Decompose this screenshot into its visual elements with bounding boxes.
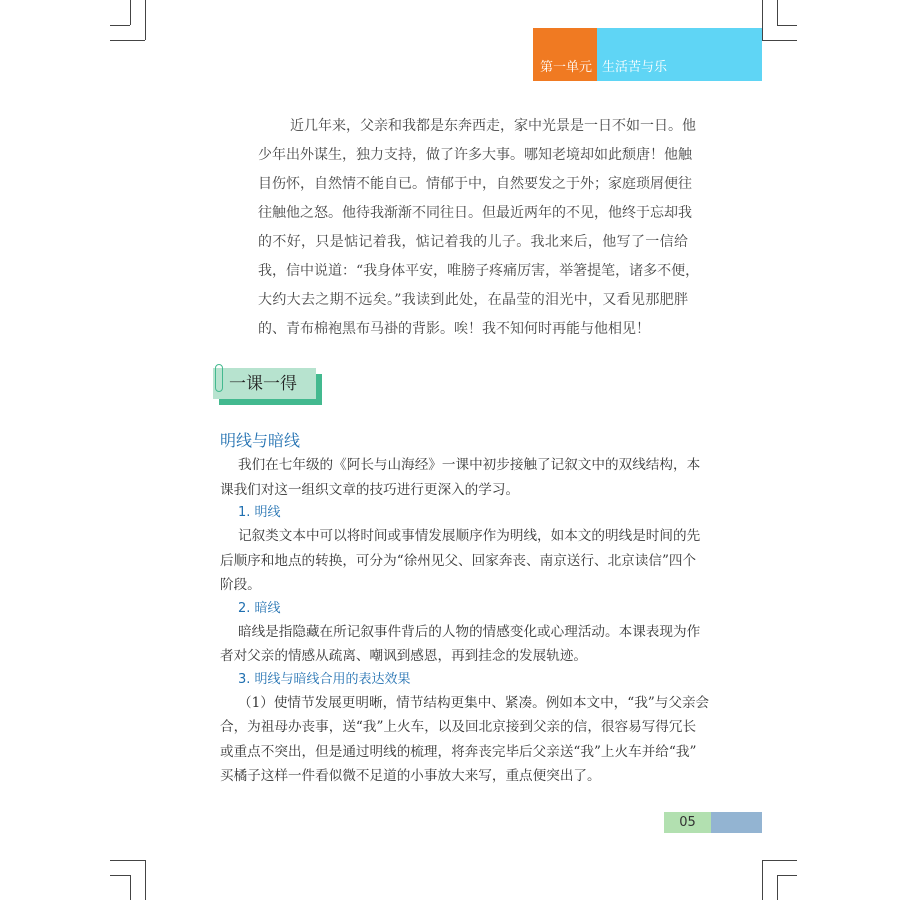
text-line: 目伤怀，自然情不能自已。情郁于中，自然要发之于外；家庭琐屑便往 bbox=[258, 176, 692, 192]
text-line: 买橘子这样一件看似微不足道的小事放大来写，重点便突出了。 bbox=[220, 768, 601, 784]
subheading: 1. 明线 bbox=[238, 505, 281, 520]
crop-mark bbox=[777, 0, 778, 25]
crop-mark bbox=[777, 875, 797, 876]
crop-mark bbox=[110, 40, 145, 41]
text-line: 的、青布棉袍黑布马褂的背影。唉！我不知何时再能与他相见！ bbox=[258, 321, 650, 337]
text-line: 者对父亲的情感从疏离、嘲讽到感恩，再到挂念的发展轨迹。 bbox=[220, 648, 588, 664]
crop-mark bbox=[777, 875, 778, 900]
crop-mark bbox=[145, 0, 146, 40]
unit-label-block bbox=[533, 28, 597, 81]
crop-mark bbox=[762, 860, 797, 861]
unit-label: 第一单元 bbox=[540, 60, 593, 75]
text-line: 我们在七年级的《阿长与山海经》一课中初步接触了记叙文中的双线结构，本 bbox=[238, 457, 701, 473]
crop-mark bbox=[110, 860, 145, 861]
badge-label: 一课一得 bbox=[229, 374, 297, 394]
crop-mark bbox=[145, 860, 146, 900]
text-line: 我，信中说道：“我身体平安，唯膀子疼痛厉害，举箸提笔，诸多不便， bbox=[258, 263, 700, 279]
crop-mark bbox=[110, 25, 130, 26]
subheading: 2. 暗线 bbox=[238, 600, 281, 616]
text-line: 近几年来，父亲和我都是东奔西走，家中光景是一日不如一日。他 bbox=[290, 118, 696, 134]
section-heading: 明线与暗线 bbox=[220, 431, 301, 450]
unit-title-block bbox=[597, 28, 762, 81]
text-line: 课我们对这一组织文章的技巧进行更深入的学习。 bbox=[220, 481, 520, 498]
text-line: 合，为祖母办丧事，送“我”上火车，以及回北京接到父亲的信，很容易写得冗长 bbox=[220, 719, 697, 735]
text-line: 阶段。 bbox=[220, 577, 261, 593]
text-line: 记叙类文本中可以将时间或事情发展顺序作为明线，如本文的明线是时间的先 bbox=[238, 528, 701, 544]
text-line: 往触他之怒。他待我渐渐不同往日。但最近两年的不见，他终于忘却我 bbox=[258, 205, 692, 221]
section-badge bbox=[213, 368, 322, 405]
text-line: 或重点不突出，但是通过明线的梳理，将奔丧完毕后父亲送“我”上火车并给“我” bbox=[220, 743, 697, 760]
subheading: 3. 明线与暗线合用的表达效果 bbox=[238, 671, 411, 687]
crop-mark bbox=[762, 0, 763, 40]
crop-mark bbox=[762, 40, 797, 41]
crop-mark bbox=[777, 25, 797, 26]
page-number: 05 bbox=[664, 812, 711, 833]
text-line: 少年出外谋生，独力支持，做了许多大事。哪知老境却如此颓唐！他触 bbox=[258, 147, 692, 163]
crop-mark bbox=[130, 875, 131, 900]
unit-title: 生活苦与乐 bbox=[602, 60, 668, 75]
text-line: 大约大去之期不远矣。”我读到此处，在晶莹的泪光中，又看见那肥胖 bbox=[258, 292, 688, 308]
text-line: 后顺序和地点的转换，可分为“徐州见父、回家奔丧、南京送行、北京读信”四个 bbox=[220, 552, 697, 569]
paperclip-icon bbox=[215, 364, 223, 392]
section-body bbox=[220, 453, 710, 789]
crop-mark bbox=[762, 860, 763, 900]
page-footer-bar bbox=[711, 812, 762, 833]
crop-mark bbox=[110, 875, 130, 876]
text-line: 的不好，只是惦记着我，惦记着我的儿子。我北来后，他写了一信给 bbox=[258, 234, 688, 250]
crop-mark bbox=[130, 0, 131, 25]
text-line: 暗线是指隐藏在所记叙事件背后的人物的情感变化或心理活动。本课表现为作 bbox=[238, 623, 701, 640]
excerpt-passage bbox=[258, 112, 700, 344]
text-line: （1）使情节发展更明晰，情节结构更集中、紧凑。例如本文中，“我”与父亲会 bbox=[238, 694, 710, 711]
